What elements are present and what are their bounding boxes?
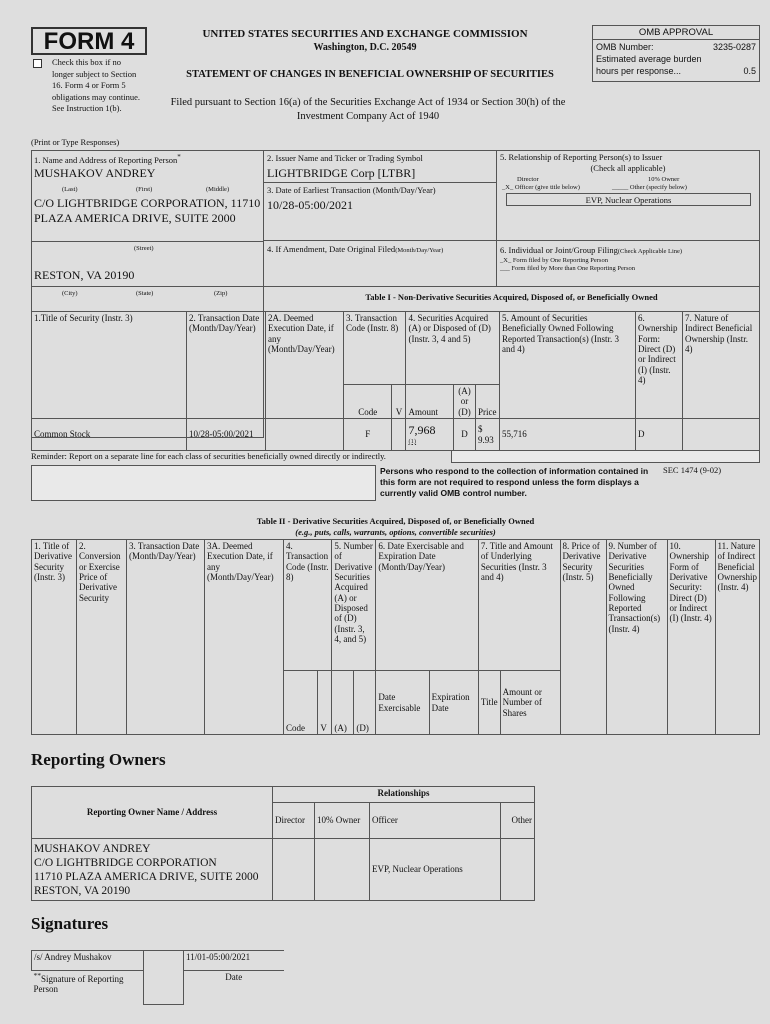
ro-ten-pct: 10% Owner	[315, 803, 370, 839]
t2-sub-d: (D)	[354, 671, 376, 735]
t1-h3: 3. Transaction Code (Instr. 8)	[344, 312, 406, 385]
t2-h4: 4. Transaction Code (Instr. 8)	[284, 540, 332, 671]
t1-h2: 2. Transaction Date (Month/Day/Year)	[187, 312, 266, 419]
reporting-person-label: 1. Name and Address of Reporting Person*	[34, 153, 181, 165]
no-longer-subject-checkbox[interactable]	[33, 59, 42, 68]
table2	[31, 539, 760, 735]
t2-h2: 2. Conversion or Exercise Price of Derivative Security	[77, 540, 127, 735]
t2-sub-code: Code	[284, 671, 318, 735]
signature-label: **Signature of Reporting Person	[32, 971, 144, 1005]
t1-sub-price: Price	[476, 385, 500, 419]
ro-col-name: Reporting Owner Name / Address	[32, 787, 273, 839]
relationship-label: 5. Relationship of Reporting Person(s) to Issuer	[500, 152, 663, 162]
t1-sub-aord: (A) or (D)	[454, 385, 476, 419]
ro-other: Other	[501, 803, 535, 839]
signature-date: 11/01-05:00/2021	[184, 951, 284, 971]
omb-title: OMB APPROVAL	[593, 26, 759, 40]
persons-note: Persons who respond to the collection of information contained in this form are not required to respond unless the form displays a currently valid OMB control number.	[380, 466, 649, 498]
other-option[interactable]: _____ Other (specify below)	[612, 184, 687, 191]
t1-owned: 55,716	[500, 419, 636, 451]
reminder-text: Reminder: Report on a separate line for each class of securities beneficially owned directly or indirectly.	[31, 451, 386, 461]
t2-h3a: 3A. Deemed Execution Date, if any (Month/Day/Year)	[205, 540, 284, 735]
agency-location: Washington, D.C. 20549	[313, 42, 417, 53]
t2-sub-v: V	[318, 671, 332, 735]
omb-approval-box	[592, 25, 760, 82]
omb-burden-label: Estimated average burden	[596, 54, 702, 64]
omb-number-value: 3235-0287	[712, 42, 756, 52]
t1-code: F	[344, 419, 392, 451]
earliest-transaction-label: 3. Date of Earliest Transaction (Month/Day/Year)	[267, 185, 436, 195]
t1-price: $ 9.93	[476, 419, 500, 451]
issuer-value: LIGHTBRIDGE Corp [LTBR]	[267, 166, 416, 180]
amendment-label: 4. If Amendment, Date Original Filed(Month/Day/Year)	[267, 244, 444, 254]
table2-subtitle: (e.g., puts, calls, warrants, options, convertible securities)	[295, 527, 496, 537]
form-title: FORM 4	[43, 28, 135, 55]
signer-name: /s/ Andrey Mushakov	[32, 951, 144, 971]
t1-footnote-link[interactable]: (1)	[408, 437, 417, 445]
first-label: (First)	[136, 186, 153, 193]
officer-option[interactable]: _X_ Officer (give title below)	[502, 184, 580, 191]
t1-date: 10/28-05:00/2021	[187, 419, 266, 451]
ten-pct-option[interactable]: 10% Owner	[648, 176, 680, 183]
date-label: Date	[184, 971, 284, 1005]
table1	[31, 311, 760, 451]
ro-owner-addr1: C/O LIGHTBRIDGE CORPORATION	[34, 856, 217, 869]
t2-h10: 10. Ownership Form of Derivative Security: Direct (D) or Indirect (I) (Instr. 4)	[667, 540, 715, 735]
ro-relationships: Relationships	[273, 787, 535, 803]
form-title-box	[31, 27, 147, 55]
t1-sub-amount: Amount	[406, 385, 454, 419]
t1-h2a: 2A. Deemed Execution Date, if any (Month/Day/Year)	[266, 312, 344, 419]
earliest-transaction-value: 10/28-05:00/2021	[267, 198, 353, 212]
issuer-label: 2. Issuer Name and Ticker or Trading Symbol	[267, 153, 423, 163]
filing-one[interactable]: _X_ Form filed by One Reporting Person	[500, 257, 608, 264]
ro-officer: Officer	[370, 803, 501, 839]
filed-pursuant: Filed pursuant to Section 16(a) of the Securities Exchange Act of 1934 or Section 30(h) of the Investment Company Act of 1940	[170, 97, 566, 122]
t1-h6: 6. Ownership Form: Direct (D) or Indirect (I) (Instr. 4)	[636, 312, 683, 419]
checkbox-note: Check this box if no longer subject to Section 16. Form 4 or Form 5 obligations may continue. See Instruction 1(b).	[52, 57, 141, 113]
middle-label: (Middle)	[206, 186, 230, 193]
t1-h1: 1.Title of Security (Instr. 3)	[32, 312, 187, 419]
t1-h4: 4. Securities Acquired (A) or Disposed of (D) (Instr. 3, 4 and 5)	[406, 312, 500, 385]
t2-h7: 7. Title and Amount of Underlying Securities (Instr. 3 and 4)	[478, 540, 560, 671]
reporting-owners-table	[31, 786, 535, 901]
t1-h7: 7. Nature of Indirect Beneficial Ownership (Instr. 4)	[683, 312, 760, 419]
table-row	[32, 839, 535, 901]
signatures-heading: Signatures	[31, 914, 109, 933]
omb-hours-label: hours per response...	[596, 66, 682, 76]
t1-security: Common Stock	[32, 419, 187, 451]
t2-h6: 6. Date Exercisable and Expiration Date (Month/Day/Year)	[376, 540, 479, 671]
officer-title: EVP, Nuclear Operations	[506, 193, 751, 206]
omb-number-label: OMB Number:	[596, 42, 654, 52]
director-option[interactable]: Director	[517, 176, 539, 183]
t2-h5: 5. Number of Derivative Securities Acquired (A) or Disposed of (D) (Instr. 3, 4, and 5)	[332, 540, 376, 671]
ro-officer-title: EVP, Nuclear Operations	[370, 839, 501, 901]
sec-code: SEC 1474 (9-02)	[663, 465, 722, 475]
t2-sub-expiration: Expiration Date	[429, 671, 478, 735]
signatures-table	[31, 950, 284, 1005]
t2-sub-exercisable: Date Exercisable	[376, 671, 429, 735]
street-label: (Street)	[134, 245, 154, 252]
t1-sub-code: Code	[344, 385, 392, 419]
t2-h11: 11. Nature of Indirect Beneficial Ownership (Instr. 4)	[715, 540, 759, 735]
state-label: (State)	[136, 290, 154, 297]
t2-h9: 9. Number of Derivative Securities Beneficially Owned Following Reported Transaction(s) (Instr. 4)	[606, 540, 667, 735]
agency-name: UNITED STATES SECURITIES AND EXCHANGE COMMISSION	[202, 28, 528, 40]
t2-h1: 1. Title of Derivative Security (Instr. 3)	[32, 540, 77, 735]
ro-director: Director	[273, 803, 315, 839]
statement-title: STATEMENT OF CHANGES IN BENEFICIAL OWNERSHIP OF SECURITIES	[186, 69, 554, 80]
filing-more[interactable]: ___ Form filed by More than One Reporting Person	[500, 265, 636, 272]
table2-title: Table II - Derivative Securities Acquired, Disposed of, or Beneficially Owned	[256, 516, 535, 526]
t2-h3: 3. Transaction Date (Month/Day/Year)	[127, 540, 205, 735]
t1-sub-v: V	[392, 385, 406, 419]
relationship-sub: (Check all applicable)	[590, 163, 666, 173]
ro-owner-addr3: RESTON, VA 20190	[34, 884, 131, 897]
t2-sub-amount: Amount or Number of Shares	[500, 671, 560, 735]
table1-title: Table I - Non-Derivative Securities Acquired, Disposed of, or Beneficially Owned	[365, 292, 658, 302]
t1-form: D	[636, 419, 683, 451]
reporting-person-name: MUSHAKOV ANDREY	[34, 166, 156, 180]
t2-h8: 8. Price of Derivative Security (Instr. 5)	[560, 540, 606, 735]
t2-sub-title: Title	[478, 671, 500, 735]
table-row	[32, 419, 760, 451]
omb-hours-value: 0.5	[743, 66, 756, 76]
last-label: (Last)	[62, 186, 78, 193]
t1-h5: 5. Amount of Securities Beneficially Owned Following Reported Transaction(s) (Instr. 3 and 4)	[500, 312, 636, 419]
reminder-box-left	[31, 465, 376, 501]
reporting-person-address: C/O LIGHTBRIDGE CORPORATION, 11710 PLAZA AMERICA DRIVE, SUITE 2000	[34, 196, 261, 225]
ro-owner-name: MUSHAKOV ANDREY	[34, 842, 151, 855]
t1-aord: D	[454, 419, 476, 451]
reporting-person-city: RESTON, VA 20190	[34, 268, 135, 282]
reminder-box-right	[451, 450, 760, 463]
t1-amount: 7,968	[408, 423, 436, 438]
zip-label: (Zip)	[214, 290, 228, 297]
t2-sub-a: (A)	[332, 671, 354, 735]
filing-label: 6. Individual or Joint/Group Filing(Check Applicable Line)	[500, 245, 683, 255]
reporting-owners-heading: Reporting Owners	[31, 750, 166, 769]
ro-owner-addr2: 11710 PLAZA AMERICA DRIVE, SUITE 2000	[34, 870, 259, 883]
city-label: (City)	[62, 290, 78, 297]
print-type-note: (Print or Type Responses)	[31, 137, 120, 147]
